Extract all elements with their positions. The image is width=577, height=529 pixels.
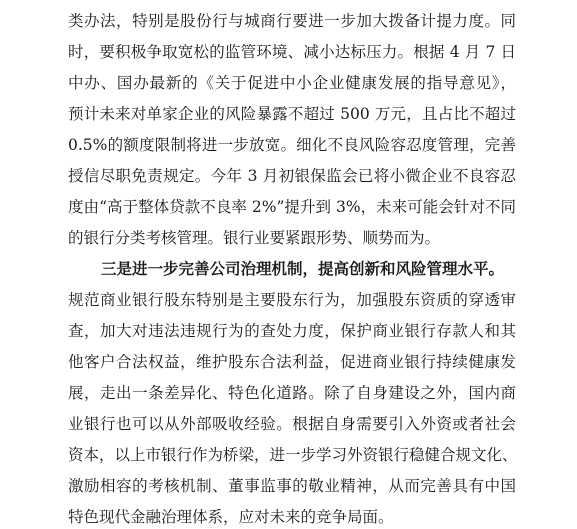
text-line: 规范商业银行股东特别是主要股东行为，加强股东资质的穿透审 [68, 291, 516, 309]
text-line: 授信尽职免责规定。今年 3 月初银保监会已将小微企业不良容忍 [68, 167, 516, 185]
text-line: 展，走出一条差异化、特色化道路。除了自身建设之外，国内商 [68, 384, 516, 402]
text-line: 查，加大对违法违规行为的查处力度，保护商业银行存款人和其 [68, 322, 516, 340]
text-line: 度由“高于整体贷款不良率 2%”提升到 3%，未来可能会针对不同 [68, 198, 516, 216]
text-line: 激励相容的考核机制、董事监事的敬业精神，从而完善具有中国 [68, 477, 516, 495]
text-line: 的银行分类考核管理。银行业要紧跟形势、顺势而为。 [68, 229, 441, 247]
text-line: 类办法，特别是股份行与城商行要进一步加大拨备计提力度。同 [68, 12, 516, 30]
text-line: 0.5%的额度限制将进一步放宽。细化不良风险容忍度管理，完善 [68, 136, 516, 154]
text-line: 时，要积极争取宽松的监管环境、减小达标压力。根据 4 月 7 日 [68, 43, 516, 61]
text-line: 资本，以上市银行作为桥梁，进一步学习外资银行稳健合规文化、 [68, 446, 518, 464]
text-line: 中办、国办最新的《关于促进中小企业健康发展的指导意见》， [68, 74, 516, 92]
text-line: 他客户合法权益，维护股东合法利益，促进商业银行持续健康发 [68, 353, 516, 371]
text-line: 预计未来对单家企业的风险暴露不超过 500 万元，且占比不超过 [68, 105, 516, 123]
section-heading: 三是进一步完善公司治理机制，提高创新和风险管理水平。 [101, 259, 505, 278]
text-line: 业银行也可以从外部吸收经验。根据自身需要引入外资或者社会 [68, 415, 516, 433]
text-line: 特色现代金融治理体系，应对未来的竞争局面。 [68, 508, 394, 526]
